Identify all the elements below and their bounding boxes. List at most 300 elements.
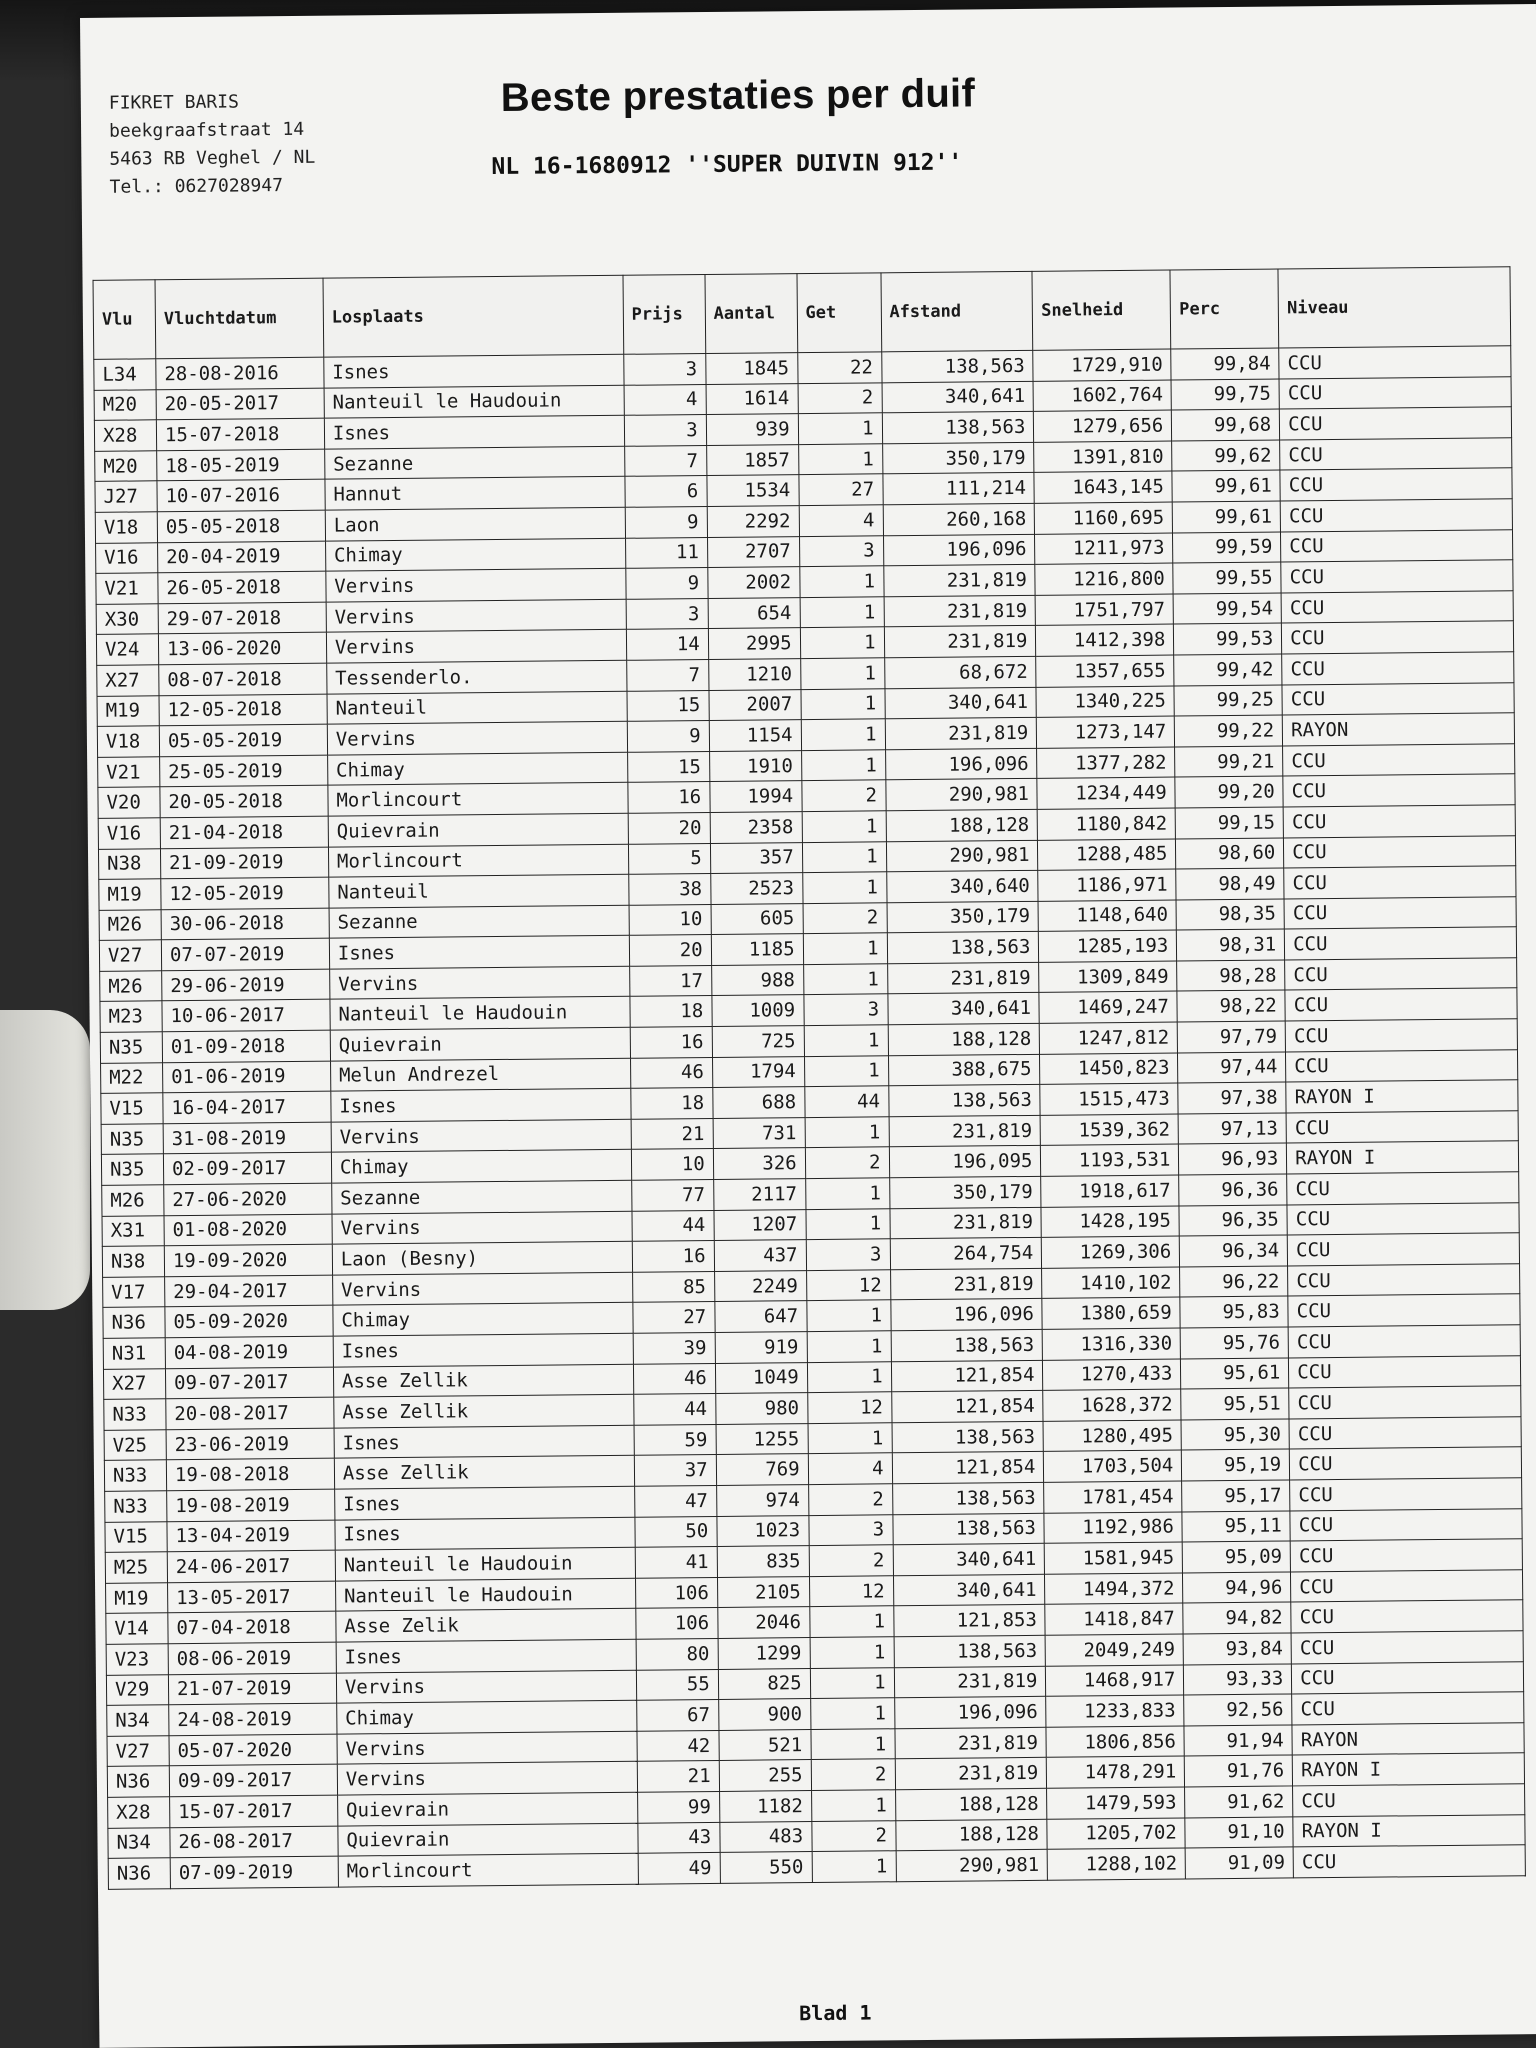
cell-get: 27 [799, 474, 883, 505]
cell-prijs: 15 [627, 751, 709, 782]
cell-vluchtdatum: 21-07-2019 [168, 1673, 336, 1705]
cell-vlu: V24 [96, 634, 158, 665]
cell-get: 1 [811, 1790, 895, 1821]
cell-niveau: CCU [1289, 1355, 1521, 1388]
cell-perc: 98,28 [1177, 960, 1285, 992]
cell-losplaats: Vervins [336, 1670, 636, 1703]
cell-afstand: 138,563 [888, 1085, 1040, 1117]
cell-get: 1 [807, 1331, 891, 1362]
cell-vluchtdatum: 05-05-2019 [159, 724, 327, 756]
cell-snelheid: 1216,800 [1035, 563, 1173, 595]
cell-vluchtdatum: 10-07-2016 [157, 480, 325, 512]
cell-prijs: 9 [627, 721, 709, 752]
cell-losplaats: Chimay [337, 1700, 637, 1733]
cell-afstand: 138,563 [887, 932, 1039, 964]
cell-get: 2 [811, 1820, 895, 1851]
cell-afstand: 350,179 [889, 1176, 1041, 1208]
cell-perc: 96,22 [1180, 1266, 1288, 1298]
cell-niveau: CCU [1282, 621, 1514, 654]
cell-aantal: 2007 [709, 689, 801, 720]
cell-aantal: 2523 [710, 873, 802, 904]
cell-prijs: 50 [635, 1516, 717, 1547]
cell-vluchtdatum: 24-06-2017 [167, 1550, 335, 1582]
cell-aantal: 919 [715, 1332, 807, 1363]
cell-vluchtdatum: 13-04-2019 [167, 1520, 335, 1552]
cell-losplaats: Nanteuil le Haudouin [335, 1547, 635, 1580]
cell-aantal: 1207 [714, 1209, 806, 1240]
cell-vlu: M25 [105, 1552, 167, 1583]
cell-snelheid: 1340,225 [1036, 686, 1174, 718]
cell-snelheid: 1412,398 [1036, 624, 1174, 656]
cell-snelheid: 1288,485 [1038, 839, 1176, 871]
cell-perc: 99,54 [1173, 593, 1281, 625]
cell-get: 4 [799, 505, 883, 536]
cell-vlu: N35 [101, 1154, 163, 1185]
cell-niveau: CCU [1290, 1508, 1522, 1541]
cell-get: 2 [809, 1545, 893, 1576]
cell-losplaats: Melun Andrezel [330, 1058, 630, 1091]
document-page [80, 4, 1536, 2048]
cell-perc: 97,38 [1178, 1082, 1286, 1114]
cell-niveau: RAYON [1292, 1722, 1524, 1755]
cell-perc: 95,17 [1182, 1480, 1290, 1512]
cell-get: 1 [806, 1208, 890, 1239]
cell-vlu: M19 [106, 1582, 168, 1613]
cell-vluchtdatum: 01-08-2020 [164, 1214, 332, 1246]
cell-snelheid: 1247,812 [1040, 1022, 1178, 1054]
cell-prijs: 16 [630, 1027, 712, 1058]
cell-vluchtdatum: 15-07-2018 [156, 418, 324, 450]
cell-aantal: 2117 [713, 1179, 805, 1210]
cell-aantal: 326 [713, 1148, 805, 1179]
cell-losplaats: Asse Zellik [334, 1394, 634, 1427]
cell-snelheid: 1234,449 [1037, 777, 1175, 809]
cell-vluchtdatum: 20-05-2018 [160, 785, 328, 817]
cell-get: 1 [803, 964, 887, 995]
cell-vluchtdatum: 08-07-2018 [159, 663, 327, 695]
cell-afstand: 196,096 [890, 1299, 1042, 1331]
col-header-prijs: Prijs [623, 275, 706, 355]
cell-niveau: CCU [1286, 1111, 1518, 1144]
cell-niveau: RAYON [1282, 713, 1514, 746]
cell-afstand: 138,563 [894, 1635, 1046, 1667]
cell-aantal: 1534 [707, 475, 799, 506]
cell-get: 1 [810, 1637, 894, 1668]
cell-vlu: N34 [108, 1827, 170, 1858]
cell-niveau: CCU [1282, 682, 1514, 715]
cell-get: 3 [806, 1239, 890, 1270]
cell-vluchtdatum: 09-07-2017 [165, 1367, 333, 1399]
col-header-losplaats: Losplaats [323, 275, 624, 357]
cell-snelheid: 1316,330 [1043, 1328, 1181, 1360]
cell-losplaats: Quievrain [328, 813, 628, 846]
cell-snelheid: 1781,454 [1044, 1481, 1182, 1513]
cell-afstand: 231,819 [890, 1207, 1042, 1239]
cell-snelheid: 1269,306 [1042, 1236, 1180, 1268]
cell-aantal: 1210 [708, 659, 800, 690]
cell-vluchtdatum: 19-09-2020 [164, 1244, 332, 1276]
cell-prijs: 42 [637, 1730, 719, 1761]
cell-aantal: 769 [716, 1454, 808, 1485]
cell-vluchtdatum: 20-08-2017 [166, 1397, 334, 1429]
cell-vluchtdatum: 02-09-2017 [163, 1153, 331, 1185]
cell-get: 2 [803, 902, 887, 933]
cell-prijs: 18 [630, 996, 712, 1027]
cell-vlu: X27 [103, 1368, 165, 1399]
cell-aantal: 1154 [709, 720, 801, 751]
cell-snelheid: 1148,640 [1038, 900, 1176, 932]
cell-afstand: 231,819 [889, 1115, 1041, 1147]
cell-losplaats: Isnes [324, 354, 624, 387]
cell-vlu: V27 [107, 1735, 169, 1766]
cell-perc: 98,49 [1176, 868, 1284, 900]
cell-aantal: 2707 [707, 536, 799, 567]
cell-afstand: 138,563 [892, 1482, 1044, 1514]
cell-niveau: CCU [1283, 774, 1515, 807]
cell-perc: 96,36 [1179, 1174, 1287, 1206]
cell-aantal: 2995 [708, 628, 800, 659]
cell-vlu: V20 [98, 787, 160, 818]
cell-perc: 99,22 [1175, 715, 1283, 747]
cell-afstand: 231,819 [887, 962, 1039, 994]
cell-get: 1 [802, 811, 886, 842]
cell-niveau: CCU [1287, 1233, 1519, 1266]
cell-perc: 91,76 [1185, 1755, 1293, 1787]
cell-afstand: 138,563 [882, 412, 1034, 444]
cell-get: 2 [798, 382, 882, 413]
cell-losplaats: Vervins [330, 966, 630, 999]
cell-get: 1 [804, 1055, 888, 1086]
cell-aantal: 1794 [712, 1056, 804, 1087]
cell-aantal: 2002 [707, 567, 799, 598]
cell-vluchtdatum: 16-04-2017 [163, 1091, 331, 1123]
cell-prijs: 49 [638, 1853, 720, 1884]
cell-aantal: 1049 [715, 1362, 807, 1393]
cell-prijs: 17 [629, 965, 711, 996]
cell-vlu: N33 [104, 1460, 166, 1491]
sender-street: beekgraafstraat 14 [108, 118, 305, 142]
cell-losplaats: Chimay [333, 1303, 633, 1336]
cell-afstand: 188,128 [886, 809, 1038, 841]
cell-get: 1 [810, 1698, 894, 1729]
cell-snelheid: 1428,195 [1041, 1206, 1179, 1238]
cell-afstand: 196,095 [889, 1146, 1041, 1178]
cell-snelheid: 1380,659 [1042, 1297, 1180, 1329]
cell-afstand: 231,819 [895, 1727, 1047, 1759]
cell-vlu: V29 [106, 1674, 168, 1705]
cell-snelheid: 1703,504 [1044, 1450, 1182, 1482]
cell-snelheid: 1751,797 [1035, 594, 1173, 626]
cell-losplaats: Vervins [326, 568, 626, 601]
cell-losplaats: Quievrain [330, 1027, 630, 1060]
cell-niveau: CCU [1290, 1478, 1522, 1511]
col-header-get: Get [797, 273, 882, 353]
cell-get: 1 [803, 933, 887, 964]
cell-prijs: 106 [636, 1608, 718, 1639]
cell-prijs: 77 [631, 1180, 713, 1211]
cell-afstand: 340,640 [886, 870, 1038, 902]
cell-niveau: RAYON I [1287, 1141, 1519, 1174]
cell-losplaats: Isnes [334, 1425, 634, 1458]
cell-niveau: CCU [1279, 346, 1511, 379]
cell-get: 1 [799, 566, 883, 597]
cell-afstand: 231,819 [890, 1268, 1042, 1300]
cell-aantal: 731 [713, 1117, 805, 1148]
cell-vluchtdatum: 28-08-2016 [156, 357, 324, 389]
cell-perc: 98,35 [1176, 899, 1284, 931]
cell-losplaats: Isnes [336, 1639, 636, 1672]
cell-get: 4 [808, 1453, 892, 1484]
cell-prijs: 15 [627, 690, 709, 721]
cell-vlu: V17 [103, 1277, 165, 1308]
cell-vlu: X28 [94, 420, 156, 451]
cell-get: 44 [804, 1086, 888, 1117]
cell-perc: 94,82 [1183, 1602, 1291, 1634]
cell-prijs: 27 [633, 1302, 715, 1333]
cell-losplaats: Asse Zelik [336, 1609, 636, 1642]
cell-afstand: 121,854 [891, 1360, 1043, 1392]
cell-perc: 95,09 [1183, 1541, 1291, 1573]
cell-perc: 91,62 [1185, 1786, 1293, 1818]
cell-niveau: CCU [1285, 927, 1517, 960]
cell-afstand: 260,168 [883, 503, 1035, 535]
cell-niveau: CCU [1286, 1049, 1518, 1082]
cell-perc: 99,25 [1174, 685, 1282, 717]
cell-get: 1 [812, 1851, 896, 1882]
cell-snelheid: 1478,291 [1047, 1756, 1185, 1788]
cell-get: 3 [809, 1514, 893, 1545]
cell-perc: 91,09 [1185, 1847, 1293, 1879]
cell-perc: 96,35 [1179, 1205, 1287, 1237]
cell-prijs: 21 [637, 1761, 719, 1792]
cell-perc: 99,42 [1174, 654, 1282, 686]
cell-prijs: 38 [628, 874, 710, 905]
cell-losplaats: Chimay [327, 752, 627, 785]
cell-vlu: M26 [99, 909, 161, 940]
cell-niveau: CCU [1280, 468, 1512, 501]
cell-prijs: 99 [637, 1791, 719, 1822]
cell-niveau: RAYON I [1292, 1753, 1524, 1786]
cell-afstand: 388,675 [888, 1054, 1040, 1086]
cell-aantal: 1910 [709, 750, 801, 781]
cell-get: 1 [800, 627, 884, 658]
cell-vluchtdatum: 19-08-2019 [167, 1489, 335, 1521]
cell-snelheid: 1233,833 [1046, 1695, 1184, 1727]
cell-perc: 99,15 [1175, 807, 1283, 839]
cell-vlu: L34 [94, 359, 156, 390]
cell-vlu: X28 [108, 1797, 170, 1828]
cell-niveau: CCU [1283, 743, 1515, 776]
cell-perc: 99,61 [1172, 470, 1280, 502]
cell-perc: 99,55 [1173, 562, 1281, 594]
cell-vlu: M22 [101, 1062, 163, 1093]
cell-vlu: N35 [101, 1124, 163, 1155]
cell-vlu: V16 [96, 542, 158, 573]
cell-prijs: 59 [634, 1424, 716, 1455]
cell-losplaats: Nanteuil [327, 691, 627, 724]
cell-prijs: 39 [633, 1332, 715, 1363]
cell-prijs: 9 [625, 506, 707, 537]
cell-vlu: N34 [107, 1705, 169, 1736]
cell-afstand: 138,563 [881, 350, 1033, 382]
cell-aantal: 1009 [712, 995, 804, 1026]
cell-perc: 99,20 [1175, 776, 1283, 808]
cell-perc: 95,30 [1181, 1419, 1289, 1451]
cell-losplaats: Vervins [332, 1272, 632, 1305]
cell-get: 1 [807, 1361, 891, 1392]
cell-perc: 93,33 [1184, 1663, 1292, 1695]
cell-losplaats: Isnes [329, 936, 629, 969]
cell-losplaats: Sezanne [332, 1180, 632, 1213]
results-table [93, 266, 1526, 1889]
cell-vlu: V21 [98, 756, 160, 787]
cell-perc: 95,76 [1180, 1327, 1288, 1359]
cell-perc: 99,75 [1171, 379, 1279, 411]
cell-niveau: CCU [1284, 866, 1516, 899]
cell-vlu: M19 [97, 695, 159, 726]
cell-losplaats: Vervins [332, 1211, 632, 1244]
cell-vlu: V18 [97, 726, 159, 757]
cell-afstand: 196,096 [883, 534, 1035, 566]
cell-get: 3 [804, 994, 888, 1025]
cell-get: 12 [807, 1392, 891, 1423]
cell-prijs: 7 [626, 659, 708, 690]
cell-aantal: 688 [712, 1087, 804, 1118]
cell-prijs: 7 [624, 445, 706, 476]
cell-get: 2 [811, 1759, 895, 1790]
cell-snelheid: 1160,695 [1035, 502, 1173, 534]
cell-losplaats: Laon [325, 507, 625, 540]
cell-aantal: 483 [720, 1821, 812, 1852]
cell-afstand: 121,853 [893, 1605, 1045, 1637]
cell-losplaats: Tessenderlo. [327, 660, 627, 693]
cell-niveau: CCU [1291, 1631, 1523, 1664]
sender-phone: Tel.: 0627028947 [109, 175, 284, 198]
cell-prijs: 43 [638, 1822, 720, 1853]
cell-vluchtdatum: 23-06-2019 [166, 1428, 334, 1460]
cell-niveau: CCU [1288, 1264, 1520, 1297]
cell-aantal: 2046 [717, 1607, 809, 1638]
col-header-aantal: Aantal [705, 274, 798, 354]
cell-niveau: CCU [1287, 1172, 1519, 1205]
cell-afstand: 340,641 [885, 687, 1037, 719]
cell-losplaats: Chimay [331, 1150, 631, 1183]
cell-snelheid: 1468,917 [1046, 1665, 1184, 1697]
cell-snelheid: 1469,247 [1039, 991, 1177, 1023]
cell-snelheid: 1377,282 [1037, 747, 1175, 779]
cell-vluchtdatum: 21-04-2018 [160, 816, 328, 848]
cell-vlu: N31 [103, 1338, 165, 1369]
cell-vluchtdatum: 08-06-2019 [168, 1642, 336, 1674]
cell-snelheid: 1391,810 [1034, 441, 1172, 473]
cell-aantal: 835 [717, 1546, 809, 1577]
cell-vluchtdatum: 26-05-2018 [158, 571, 326, 603]
cell-afstand: 290,981 [886, 840, 1038, 872]
cell-losplaats: Isnes [324, 415, 624, 448]
cell-vluchtdatum: 09-09-2017 [169, 1764, 337, 1796]
cell-afstand: 231,819 [884, 595, 1036, 627]
cell-niveau: CCU [1292, 1692, 1524, 1725]
cell-afstand: 340,641 [882, 381, 1034, 413]
cell-perc: 97,44 [1178, 1052, 1286, 1084]
cell-niveau: CCU [1281, 560, 1513, 593]
cell-vlu: X27 [97, 665, 159, 696]
cell-vlu: M20 [94, 389, 156, 420]
cell-vluchtdatum: 24-08-2019 [169, 1703, 337, 1735]
cell-vlu: V27 [99, 940, 161, 971]
cell-aantal: 2292 [707, 506, 799, 537]
cell-snelheid: 1418,847 [1045, 1603, 1183, 1635]
cell-afstand: 188,128 [888, 1023, 1040, 1055]
cell-losplaats: Hannut [325, 477, 625, 510]
col-header-perc: Perc [1170, 269, 1279, 349]
cell-get: 1 [809, 1606, 893, 1637]
table-body [94, 346, 1526, 1889]
cell-aantal: 357 [710, 842, 802, 873]
cell-losplaats: Vervins [331, 1119, 631, 1152]
cell-vlu: V18 [95, 512, 157, 543]
cell-losplaats: Vervins [337, 1762, 637, 1795]
cell-losplaats: Morlincourt [328, 783, 628, 816]
cell-get: 1 [810, 1667, 894, 1698]
cell-snelheid: 1288,102 [1048, 1848, 1186, 1880]
cell-get: 1 [808, 1423, 892, 1454]
cell-snelheid: 1479,593 [1047, 1787, 1185, 1819]
cell-prijs: 11 [625, 537, 707, 568]
cell-aantal: 2105 [717, 1576, 809, 1607]
cell-snelheid: 1280,495 [1043, 1420, 1181, 1452]
cell-prijs: 20 [629, 935, 711, 966]
cell-vluchtdatum: 30-06-2018 [161, 908, 329, 940]
cell-perc: 95,51 [1181, 1388, 1289, 1420]
cell-vlu: M23 [100, 1001, 162, 1032]
cell-vluchtdatum: 12-05-2018 [159, 694, 327, 726]
col-header-afstand: Afstand [881, 271, 1034, 351]
cell-niveau: CCU [1287, 1202, 1519, 1235]
cell-niveau: CCU [1285, 958, 1517, 991]
cell-aantal: 2358 [710, 812, 802, 843]
cell-perc: 91,94 [1184, 1725, 1292, 1757]
cell-snelheid: 1186,971 [1038, 869, 1176, 901]
cell-aantal: 725 [712, 1026, 804, 1057]
cell-afstand: 231,819 [883, 565, 1035, 597]
cell-get: 2 [808, 1484, 892, 1515]
cell-get: 1 [801, 688, 885, 719]
cell-vlu: X30 [96, 604, 158, 635]
cell-prijs: 41 [635, 1547, 717, 1578]
cell-snelheid: 1539,362 [1040, 1114, 1178, 1146]
cell-prijs: 4 [624, 384, 706, 415]
cell-get: 2 [801, 780, 885, 811]
cell-vluchtdatum: 04-08-2019 [165, 1336, 333, 1368]
cell-afstand: 350,179 [882, 442, 1034, 474]
cell-vlu: N33 [104, 1399, 166, 1430]
cell-afstand: 231,819 [885, 717, 1037, 749]
cell-perc: 99,61 [1173, 501, 1281, 533]
cell-niveau: CCU [1289, 1417, 1521, 1450]
cell-snelheid: 1180,842 [1038, 808, 1176, 840]
cell-snelheid: 1450,823 [1040, 1053, 1178, 1085]
cell-losplaats: Isnes [335, 1486, 635, 1519]
cell-vlu: V15 [105, 1521, 167, 1552]
cell-losplaats: Quievrain [338, 1823, 638, 1856]
cell-afstand: 121,854 [891, 1391, 1043, 1423]
cell-afstand: 231,819 [884, 626, 1036, 658]
cell-snelheid: 1285,193 [1039, 930, 1177, 962]
pigeon-id: NL 16-1680912 ''SUPER DUIVIN 912'' [491, 149, 963, 181]
cell-perc: 99,21 [1175, 746, 1283, 778]
cell-niveau: CCU [1282, 652, 1514, 685]
